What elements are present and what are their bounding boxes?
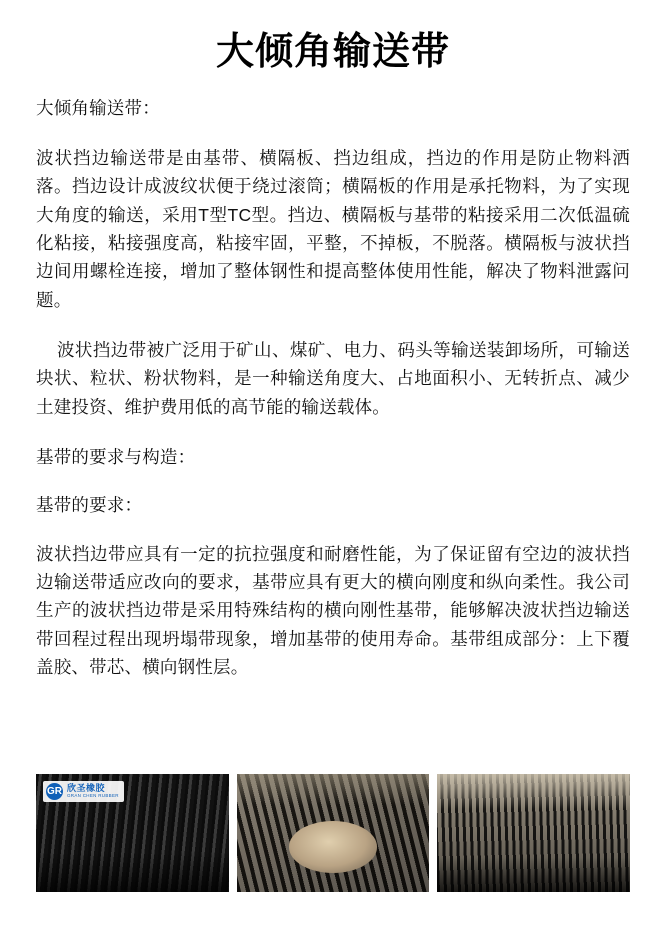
paragraph-1: 波状挡边输送带是由基带、横隔板、挡边组成，挡边的作用是防止物料洒落。挡边设计成波纹状便于绕过滚筒；横隔板的作用是承托物料，为了实现大角度的输送，采用T型TC型。挡边、横隔板与基带的粘接采用二次低温硫化粘接，粘接强度高，粘接牢固，平整，不掉板，不脱落。横隔板与波状挡边间用螺栓连接，增加了整体钢性和提高整体使用性能，解决了物料泄露问题。 [36, 147, 630, 310]
logo-company-cn: 欣圣橡胶 [67, 783, 106, 794]
logo-icon: GR [46, 783, 63, 800]
page-title: 大倾角输送带 [215, 31, 450, 73]
paragraph-2: 波状挡边带被广泛用于矿山、煤矿、电力、码头等输送装卸场所，可输送块状、粒状、粉状物料，是一种输送角度大、占地面积小、无转折点、减少土建投资、维护费用低的高节能的输送载体。 [36, 340, 630, 417]
paragraph-heading-requirements: 基带的要求： [36, 495, 143, 516]
company-watermark [43, 781, 124, 802]
photo-gallery [36, 774, 630, 892]
paragraph-5: 波状挡边带应具有一定的抗拉强度和耐磨性能，为了保证留有空边的波状挡边输送带适应改向的要求，基带应具有更大的横向刚度和纵向柔性。我公司生产的波状挡边带是采用特殊结构的横向刚性基带，能够解决波状挡边输送带回程过程出现坍塌带现象，增加基带的使用寿命。基带组成部分：上下覆盖胶、带芯、横向钢性层。 [36, 543, 630, 678]
document-body [0, 94, 666, 682]
paragraph-lead: 大倾角输送带： [36, 97, 160, 118]
logo-company-en: GRAN CHEN RUBBER [67, 792, 119, 798]
paragraph-heading-structure: 基带的要求与构造： [36, 447, 196, 468]
gallery-photo-2 [237, 774, 430, 892]
gallery-photo-1 [36, 774, 229, 892]
gallery-photo-3 [437, 774, 630, 892]
logo-text-block [67, 784, 119, 798]
